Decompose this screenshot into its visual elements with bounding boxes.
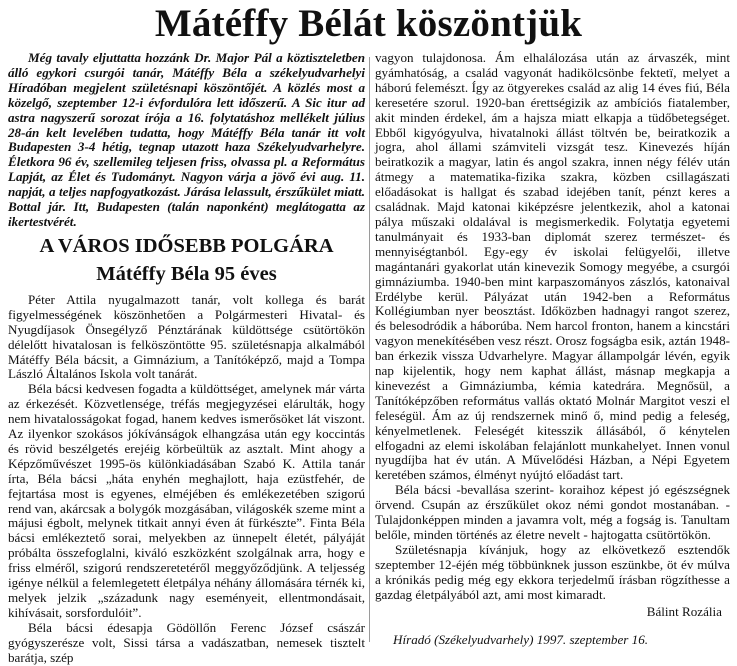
paragraph-2: Béla bácsi kedvesen fogadta a küldöttséget, amelynek már várta az érkezését. Közvetlensége, tréfás megjegyzései elárulták, hogy nem hivatalosságokat fogad, hanem kedves ismerősöket lát viszont. Az ilyenkor szokásos jókívánságok elhangzása után egy koccintás és rövid beszélgetés erejéig körbeültük az asztalt. Mint ahogy a Képzőművészet 1995-ös különkiadásában Szabó K. Attila tanár írta, Béla bácsi „háta enyhén meghajlott, haja ezüstfehér, de fejtartása most is egyenes, elméjében és emlékezetében szigorú rend van, akárcsak a bolygók mozgásában, világoskék szeme mint a májusi égbolt, melynek titkait annyi éven át fürkészte”. Finta Béla bácsi emlékeztető sorai, melyekben az ünnepelt életét, pályáját próbálta összefoglalni, kiváló eszközként szolgálnak arra, hogy e friss elméről, szigorú rendszeretetéről meggyőződjünk. A teljesség igénye nélkül a felemlegetett életpálya néhány állomására térnék ki, melyek jelzik „századunk nagy eseményeit, ellentmondásait, kihívásait, sorsfordulóit”. [8,381,365,620]
source-citation: Híradó (Székelyudvarhely) 1997. szeptember 16. [393,632,649,648]
paragraph-3-continued: vagyon tulajdonosa. Ám elhalálozása után az árvaszék, mint gyámhatóság, a család vagyonát hadikölcsönbe fektetï, melyet a háború felemészt. Így az ötgyerekes család az alig 14 éves fiú, Béla keresetére szorul. 1920-ban érettségizik az ambíciós fiatalember, akit minden érdekel, ám a hajsza miatt elkapja a tüdőbetegséget. Ebből kigyógyulva, hivatalnoki állást töltvén be, beiratkozik a jogra, ahol állami számviteli vizsgát tesz. Kinevezés híján beiratkozik a magyar, latin és angol szakra, innen négy félév után átmegy a matematika-fizika szakra, közben csillagászati előadásokat is hallgat és szabad idejében tanít, pénzt keres a családnak. Majd katonai kiképzésre jelentkezik, ahol a katonai pálya műszaki oldalával is megismerkedik. Folytatja egyetemi tanulmányait és 1933-ban diplomát szerez természet- és mennyiségtanból. Egy-egy év iskolai felügyelői, illetve magántanári gyakorlat után kinevezik Somogy megyébe, a csurgói gimnáziumba. 1940-ben mint karpaszományos zászlós, katonaival Erdélybe kerül. Pályázat után 1942-ben a Református Kollégiumban nyer beosztást. Időközben hadnagyi rangot szerez, és belesodródik a háborúba. Nem harcol fronton, hanem a kincstári vagyon menekítésében vesz részt. Orosz fogságba esik, aztán 1948-ban érkezik vissza Udvarhelyre. Magyar állampolgár lévén, egyik nap kijelentik, hogy nem kaphat állást, másnap megkapja a kinevezést a Gimnáziumba, kémia katedrára. Megnősül, a Tanítóképzőben református vallás oktató Molnár Margitot veszi el feleségül. Ám az új rendszernek minő ő, mind pedig a feleség, kényelmetlenek. Feleségét kitesszik állásából, ő kénytelen elfogadni az elemi iskolában felajánlott munkahelyet. Innen vonul nyugdíjba hat év után. A Művelődési Házban, a Népi Egyetem keretében számos, élményt nyújtó előadást tart. [375,50,730,483]
right-column [375,51,730,648]
article-title: Mátéffy Bélát köszöntjük [154,2,583,45]
paragraph-5: Születésnapja kívánjuk, hogy az elkövetkező esztendők szeptember 12-éjén még többünknek jusson eszünkbe, öt év múlva a krónikás pedig még egy ekkora terjedelmű írásban rögzíthesse a gazdag életpályából azt, ami most kimaradt. [375,541,730,602]
paragraph-1: Péter Attila nyugalmazott tanár, volt kollega és barát figyelmességének köszönhetően a Polgármesteri Hivatal- és Nyugdíjasok Önsegélyző Pénztárának küldöttsége csütörtökön délelőtt hivatalosan is felköszöntötte 95. születésnapja alkalmából Mátéffy Béla bácsit, a Gimnázium, a Tanítóképző, majd a Tompa László Általános Iskola volt tanárát. [8,291,365,382]
paragraph-4: Béla bácsi -bevallása szerint- koraihoz képest jó egészségnek örvend. Csupán az érszűkület okoz némi gondot mostanában. - Tulajdonképpen minden a javamra volt, még a fogság is. Tanultam belőle, minden történés az életre nevelt - hajtogatta csütörtökön. [375,482,730,542]
paragraph-3: Béla bácsi édesapja Gödöllőn Ferenc József császár gyógyszerésze volt, Sissi társa a vadászatban, nemesek tisztelt barátja, szép [8,619,365,665]
author-signature: Bálint Rozália [646,603,722,619]
subheading-city-elder: A VÁROS IDŐSEBB POLGÁRA [39,234,334,257]
editorial-intro: Még tavaly eljuttatta hozzánk Dr. Major Pál a köztiszteletben álló egykori csurgói tanár, Mátéffy Béla a székelyudvarhelyi Híradóban megjelent születésnapi köszöntőjét. A közlés most a közelgő, szeptember 12-i évfordulóra lett időszerű. A Sic itur ad astra nagyszerű sorozat írója a 16. folytatáshoz mellékelt július 28-án kelt levelében tudatta, hogy Mátéffy Béla tanár itt volt Budapesten 3-4 hétig, tegnap utazott haza Székelyudvarhelyre. Életkora 96 év, szellemileg teljesen friss, olvassa pl. a Református Lapját, az Élet és Tudományt. Nagyon várja a jövő évi aug. 11. napját, a teljes napfogyatkozást. Járása lelassult, érszűkület miatt. Bottal jár. Itt, Budapesten (talán naponként) meglátogatta az ikertestvérét. [8,50,365,229]
left-column [8,50,365,665]
subheading-age: Mátéffy Béla 95 éves [96,262,277,285]
column-divider [369,57,370,642]
